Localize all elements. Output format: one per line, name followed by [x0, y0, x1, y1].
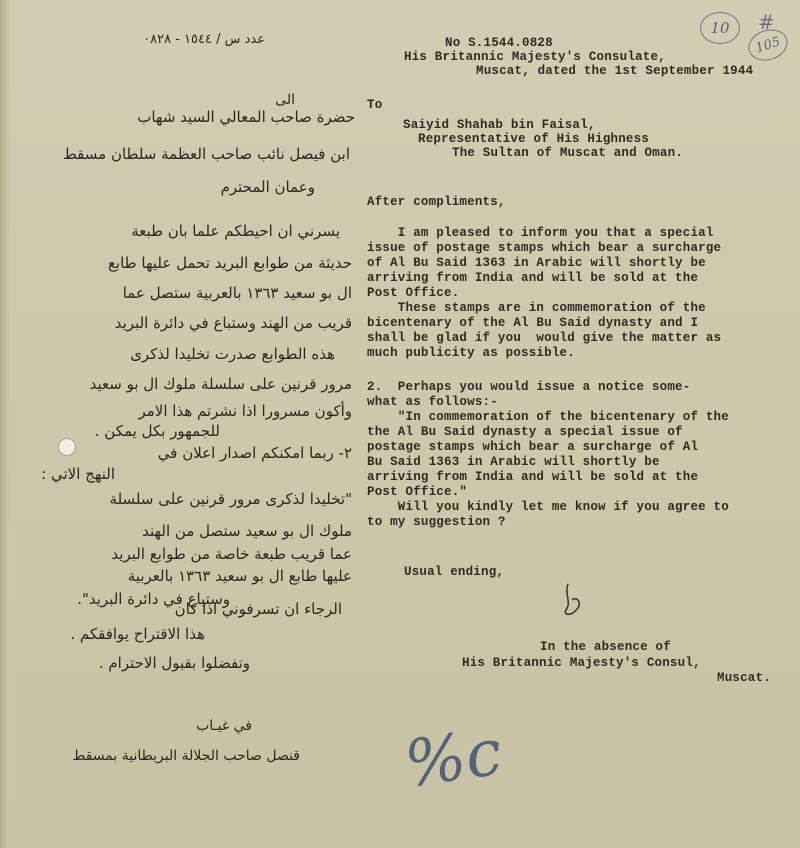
body-line: much publicity as possible. [367, 346, 575, 360]
arabic-body-line: وستباع في دائرة البريد". [77, 590, 230, 608]
body-line: "In commemoration of the bicentenary of the [367, 410, 729, 424]
dated-line: Muscat, dated the 1st September 1944 [476, 64, 754, 78]
greeting: After compliments, [367, 195, 506, 209]
english-body [367, 226, 799, 548]
arabic-body-line: ال بو سعيد ١٣٦٣ بالعربية ستصل عما [122, 284, 352, 302]
arabic-body-line: عما قريب طبعة خاصة من طوابع البريد [111, 545, 352, 563]
arabic-to-label: الى [275, 92, 295, 108]
arabic-body-line: عليها طابع ال بو سعيد ١٣٦٣ بالعربية [127, 567, 352, 585]
body-line: to my suggestion ? [367, 515, 506, 529]
arabic-body-line: مرور قرنين على سلسلة ملوك ال بو سعيد [89, 375, 352, 393]
folio-mark-text: 105 [753, 34, 783, 56]
arabic-body-line: هذه الطوابع صدرت تخليدا لذكرى [130, 345, 335, 363]
closing-line: Usual ending, [404, 565, 505, 579]
arabic-address-line-2: ابن فيصل نائب صاحب العظمة سلطان مسقط [62, 145, 350, 163]
signature-line-2: His Britannic Majesty's Consul, [462, 656, 701, 670]
arabic-body-line: هذا الاقتراح يوافقكم . [70, 625, 205, 643]
hash-mark: # [758, 10, 775, 34]
arabic-footer-line-2: قنصل صاحب الجلالة البريطانية بمسقط [72, 748, 300, 764]
body-line: postage stamps which bear a surcharge of Al [367, 440, 699, 454]
recipient-line-2: Representative of His Highness [418, 132, 650, 146]
circled-folio-number [700, 12, 740, 44]
arabic-body-line: يسرني ان احيطكم علما بان طبعة [131, 222, 340, 240]
arabic-reference: عدد س / ١٥٤٤ - ٠٨٢٨ [143, 32, 265, 47]
arabic-body-line: قريب من الهند وستباع في دائرة البريد [114, 314, 352, 332]
arabic-body-line: حديثة من طوابع البريد تحمل عليها طابع [107, 254, 352, 272]
pencil-annotation: %c [400, 715, 507, 803]
arabic-body-line: النهج الاتي : [41, 465, 115, 483]
body-line: Will you kindly let me know if you agree to [367, 500, 729, 514]
body-line: Bu Said 1363 in Arabic will shortly be [367, 455, 660, 469]
arabic-body-line: الرجاء ان تسرفوني اذا كان [174, 600, 342, 618]
arabic-address-line-1: حضرة صاحب المعالي السيد شهاب [137, 108, 355, 126]
arabic-body-line: وتفضلوا بقبول الاحترام . [98, 654, 250, 672]
body-line: of Al Bu Said 1363 in Arabic will shortly be [367, 256, 706, 270]
body-line: bicentenary of the Al Bu Said dynasty and I [367, 316, 699, 330]
arabic-footer-line-1: في غيـاب [196, 718, 252, 734]
arabic-body-line: وأكون مسرورا اذا نشرتم هذا الامر [138, 402, 352, 420]
punch-hole [58, 438, 76, 456]
arabic-body-line: "تخليدا لذكرى مرور قرنين على سلسلة [109, 490, 352, 508]
body-line: issue of postage stamps which bear a surcharge [367, 241, 722, 255]
consulate-line: His Britannic Majesty's Consulate, [404, 50, 666, 64]
signature-line-3: Muscat. [717, 671, 771, 685]
body-line: Post Office." [367, 485, 468, 499]
initials-signature [558, 580, 590, 624]
arabic-body-line: للجمهور بكل يمكن . [94, 422, 220, 440]
page-fold-shadow [0, 0, 10, 848]
circled-folio-text: 10 [710, 19, 730, 37]
body-line: These stamps are in commemoration of the [367, 301, 706, 315]
arabic-body-line: ملوك ال بو سعيد ستصل من الهند [142, 522, 352, 540]
recipient-line-3: The Sultan of Muscat and Oman. [452, 146, 684, 160]
body-line: 2. Perhaps you would issue a notice some- [367, 380, 691, 394]
english-reference: No S.1544.0828 [445, 36, 553, 50]
to-label: To [367, 98, 383, 112]
arabic-address-line-3: وعمان المحترم [220, 178, 315, 196]
body-line: arriving from India and will be sold at the [367, 470, 699, 484]
body-line: the Al Bu Said dynasty a special issue of [367, 425, 683, 439]
body-line: I am pleased to inform you that a special [367, 226, 714, 240]
body-line: Post Office. [367, 286, 460, 300]
signature-line-1: In the absence of [540, 640, 671, 654]
recipient-line-1: Saiyid Shahab bin Faisal, [403, 118, 596, 132]
arabic-body-line: ٢- ربما امكنكم اصدار اعلان في [157, 444, 352, 462]
body-line: shall be glad if you would give the matter as [367, 331, 722, 345]
body-line: arriving from India and will be sold at the [367, 271, 699, 285]
body-line: what as follows:- [367, 395, 498, 409]
